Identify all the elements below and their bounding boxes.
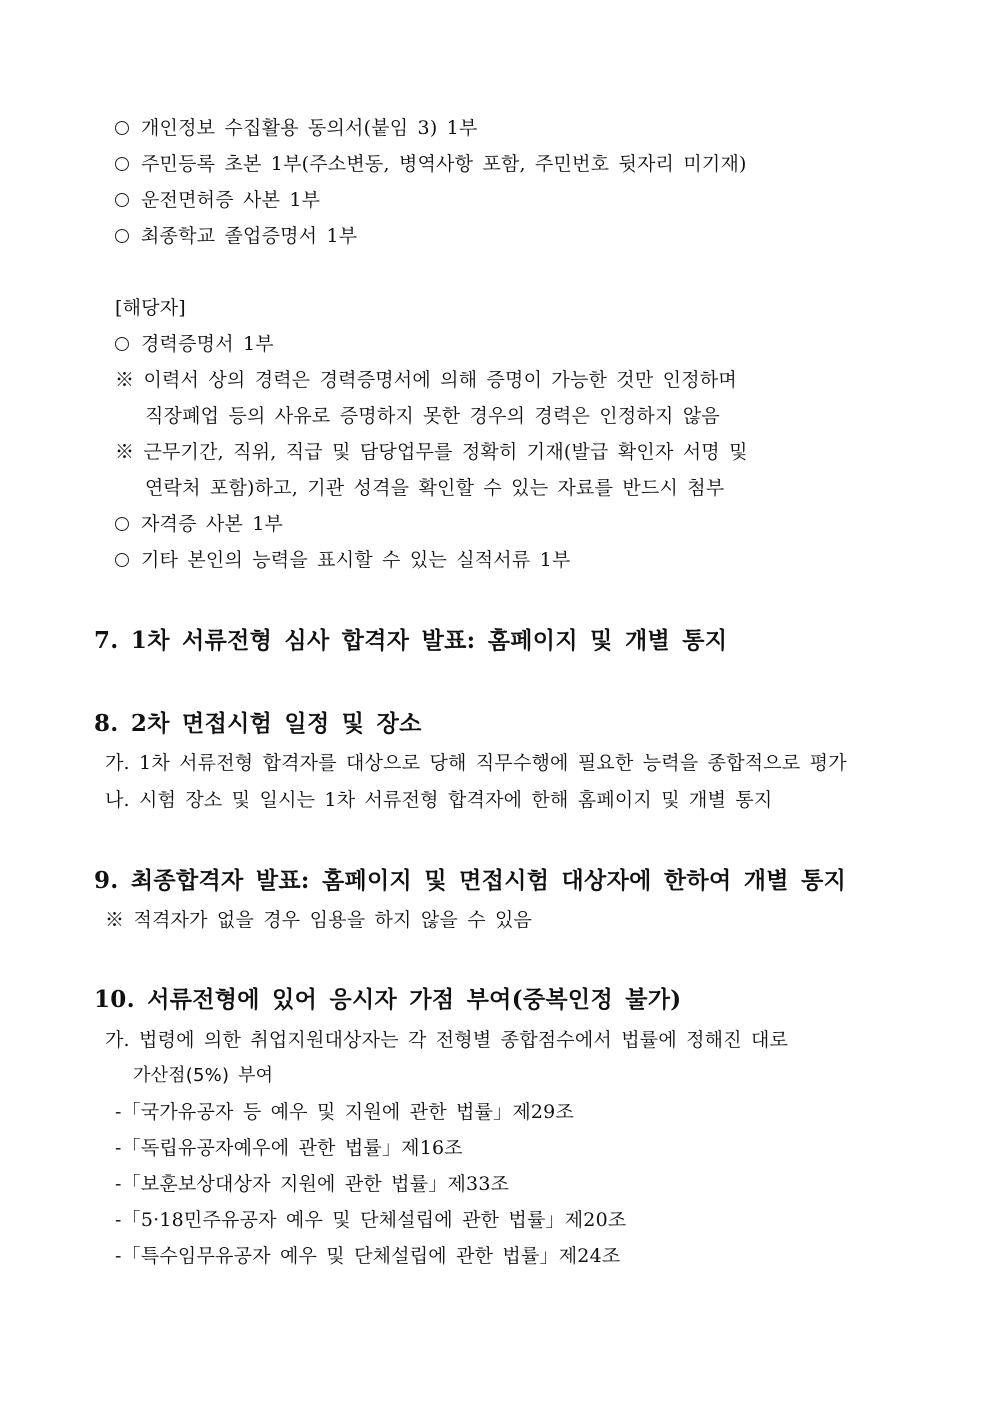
circle-bullet-icon — [115, 157, 129, 171]
career-note-2-line-2: 연락처 포함)하고, 기관 성격을 확인할 수 있는 자료를 반드시 첨부 — [145, 477, 725, 499]
section-9-heading: 9. 최종합격자 발표: 홈페이지 및 면접시험 대상자에 한하여 개별 통지 — [94, 867, 847, 894]
applicable-label: [해당자] — [115, 297, 186, 319]
section-8-item-ga: 가. 1차 서류전형 합격자를 대상으로 당해 직무수행에 필요한 능력을 종합적으로 평가 — [105, 752, 847, 774]
career-note-1-line-1: ※ 이력서 상의 경력은 경력증명서에 의해 증명이 가능한 것만 인정하며 — [115, 369, 737, 391]
section-10-item-ga-line-1: 가. 법령에 의한 취업지원대상자는 각 전형별 종합점수에서 법률에 정해진 대로 — [105, 1029, 789, 1051]
required-doc-text: 개인정보 수집활용 동의서(붙임 3) 1부 — [141, 117, 478, 139]
circle-bullet-icon — [115, 193, 129, 207]
other-docs-text: 기타 본인의 능력을 표시할 수 있는 실적서류 1부 — [141, 549, 571, 571]
law-item: -「독립유공자예우에 관한 법률」제16조 — [115, 1137, 463, 1159]
law-item: -「보훈보상대상자 지원에 관한 법률」제33조 — [115, 1173, 510, 1195]
career-note-2-line-1: ※ 근무기간, 직위, 직급 및 담당업무를 정확히 기재(발급 확인자 서명 및 — [115, 441, 748, 463]
section-10-heading: 10. 서류전형에 있어 응시자 가점 부여(중복인정 불가) — [94, 986, 682, 1013]
required-doc-text: 주민등록 초본 1부(주소변동, 병역사항 포함, 주민번호 뒷자리 미기재) — [141, 153, 747, 175]
section-8-heading: 8. 2차 면접시험 일정 및 장소 — [94, 710, 422, 737]
circle-bullet-icon — [115, 229, 129, 243]
career-cert-item — [115, 332, 274, 356]
career-cert-text: 경력증명서 1부 — [141, 333, 274, 355]
law-item: -「특수임무유공자 예우 및 단체설립에 관한 법률」제24조 — [115, 1245, 621, 1267]
career-note-1-line-2: 직장폐업 등의 사유로 증명하지 못한 경우의 경력은 인정하지 않음 — [145, 405, 720, 427]
required-doc-item — [115, 152, 747, 176]
section-10-item-ga-line-2: 가산점(5%) 부여 — [133, 1065, 274, 1086]
section-8-item-na: 나. 시험 장소 및 일시는 1차 서류전형 합격자에 한해 홈페이지 및 개별 통지 — [105, 789, 773, 811]
required-doc-item — [115, 224, 357, 248]
circle-bullet-icon — [115, 517, 129, 531]
circle-bullet-icon — [115, 553, 129, 567]
law-item: -「5·18민주유공자 예우 및 단체설립에 관한 법률」제20조 — [115, 1209, 627, 1231]
license-copy-item — [115, 512, 283, 536]
section-9-note: ※ 적격자가 없을 경우 임용을 하지 않을 수 있음 — [105, 909, 533, 931]
required-doc-text: 최종학교 졸업증명서 1부 — [141, 225, 358, 247]
section-7-heading: 7. 1차 서류전형 심사 합격자 발표: 홈페이지 및 개별 통지 — [94, 627, 728, 654]
required-doc-item — [115, 188, 320, 212]
circle-bullet-icon — [115, 121, 129, 135]
license-copy-text: 자격증 사본 1부 — [141, 513, 284, 535]
required-doc-text: 운전면허증 사본 1부 — [141, 189, 321, 211]
other-docs-item — [115, 548, 571, 572]
law-item: -「국가유공자 등 예우 및 지원에 관한 법률」제29조 — [115, 1101, 575, 1123]
required-doc-item — [115, 116, 478, 140]
circle-bullet-icon — [115, 337, 129, 351]
